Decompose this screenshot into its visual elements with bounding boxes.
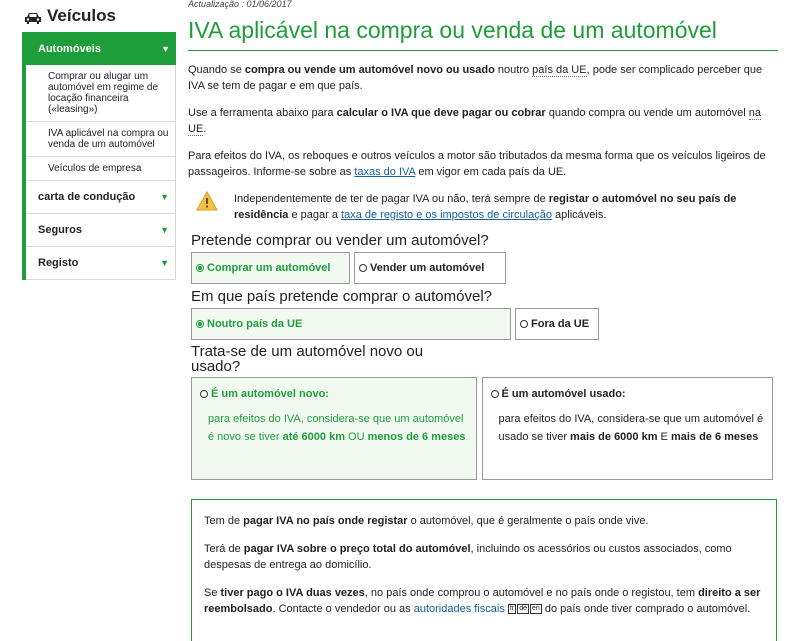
options-buy-sell [191,252,778,284]
option-label: Vender um automóvel [370,262,485,274]
text: Quando se [188,64,245,76]
text: o automóvel, que é geralmente o país onde vive. [407,515,649,527]
chevron-down-icon: ▼ [160,258,169,268]
option-description [491,410,765,446]
text-bold: registar o automóvel no seu país de residência [234,193,737,221]
options-country [191,308,778,340]
text: noutro [494,64,533,76]
update-date: Actualização : 01/06/2017 [188,0,292,9]
radio-icon [491,390,499,398]
text: , pode ser complicado perceber que IVA se tem de pagar e em que país. [188,64,763,92]
text: Use a ferramenta abaixo para [188,107,337,119]
option-head [200,388,468,400]
warning-icon [196,191,218,211]
text: aplicáveis. [551,209,607,221]
text: em vigor em cada país da UE. [415,166,567,178]
text: E [657,431,671,443]
menu-item-registo[interactable] [26,247,175,280]
option-new-car[interactable] [191,377,477,480]
menu-item-seguros[interactable] [26,214,175,247]
text: , incluindo os acessórios ou custos associados, como despesas de entrega ao domicílio. [204,543,732,571]
text-bold: menos de 6 meses [367,431,466,443]
radio-selected-icon [196,264,204,272]
chevron-down-icon: ▼ [160,192,169,202]
option-other-eu-country[interactable] [191,308,511,340]
text: Tem de [204,515,244,527]
text: para efeitos do IVA, considera-se que um automóvel é novo se tiver [208,413,464,443]
text: Terá de [204,543,244,555]
menu-item-label: Registo [38,257,79,269]
sidebar-menu [22,32,176,280]
text-bold: direito a ser reembolsado [204,587,761,615]
sidebar [0,0,178,269]
submenu [26,65,176,181]
text: Para efeitos do IVA, os reboques e outros veículos a motor são tributados da mesma forma que os veículos ligeiros de passageiros. Informe-se sobre as [188,150,766,178]
question-buy-sell: Pretende comprar ou vender um automóvel? [191,232,489,249]
lang-fr-badge[interactable]: fr [509,605,515,613]
menu-item-label: Seguros [38,224,83,236]
result-paragraph-3 [204,585,764,617]
option-buy[interactable] [191,252,350,284]
intro-paragraph-1 [188,62,778,94]
tax-authorities-link[interactable]: autoridades fiscais [413,603,505,615]
text: . [203,123,207,135]
text-bold: até 6000 km [282,431,345,443]
sub-item-leasing[interactable]: Comprar ou alugar um automóvel em regime de locação financeira («leasing») [26,65,175,122]
language-badges [508,604,542,614]
sub-item-veiculos-empresa[interactable]: Veículos de empresa [26,157,175,181]
main-content [188,0,778,615]
result-box [191,499,777,641]
question-new-used: Trata-se de um automóvel novo ou usado? [191,343,424,375]
glossary-term[interactable]: país da UE [532,64,587,76]
option-used-car[interactable] [482,377,774,480]
registration-tax-link[interactable]: taxa de registo e os impostos de circulação [341,209,552,221]
lang-en-badge[interactable]: en [531,605,540,613]
intro-paragraph-3 [188,148,778,180]
option-head [491,388,765,400]
text: , no país onde comprou o automóvel e no país onde o registou, tem [364,587,699,599]
intro-paragraph-2 [188,105,778,137]
text: para efeitos do IVA, considera-se que um automóvel é usado se tiver [498,413,764,443]
menu-item-label: Automóveis [38,42,101,55]
question-country: Em que país pretende comprar o automóvel? [191,288,493,305]
text: Se [204,587,221,599]
car-icon [24,10,42,23]
options-new-used [191,377,778,480]
text: Independentemente de ter de pagar IVA ou não, terá sempre de [234,193,549,205]
option-sell[interactable] [354,252,506,284]
text-bold: mais de 6 meses [670,431,759,443]
radio-icon [520,320,528,328]
menu-item-label: carta de condução [38,191,136,203]
option-label: Fora da UE [531,318,590,330]
chevron-down-icon: ▼ [160,225,169,235]
sidebar-title-text: Veículos [47,6,116,25]
radio-selected-icon [196,320,204,328]
text: e pagar a [288,209,342,221]
option-outside-eu[interactable] [515,308,599,340]
option-label: Noutro país da UE [207,318,303,330]
result-paragraph-2 [204,541,764,573]
menu-item-automoveis[interactable] [26,32,176,65]
option-label: É um automóvel usado: [501,388,626,400]
radio-selected-icon [200,390,208,398]
text-bold: mais de 6000 km [570,431,658,443]
radio-icon [359,264,367,272]
text-bold: tiver pago o IVA duas vezes [220,587,365,599]
glossary-term[interactable]: na UE [188,107,761,135]
result-paragraph-1 [204,513,764,529]
option-label: Comprar um automóvel [207,262,331,274]
menu-item-carta[interactable] [26,181,175,214]
text: quando compra ou vende um automóvel [545,107,749,119]
warning-text [234,191,778,223]
vat-rates-link[interactable]: taxas do IVA [354,166,416,178]
text: do país onde tiver comprado o automóvel. [541,603,751,615]
option-label: É um automóvel novo: [211,388,329,400]
warning-box [188,191,778,223]
text-bold: calcular o IVA que deve pagar ou cobrar [336,107,546,119]
text: OU [344,431,368,443]
text-bold: pagar IVA no país onde registar [243,515,408,527]
text-bold: compra ou vende um automóvel novo ou usado [244,64,495,76]
chevron-down-icon: ▼ [161,43,170,54]
text: . Contacte o vendedor ou as [272,603,414,615]
page-title: IVA aplicável na compra ou venda de um automóvel [188,12,778,51]
lang-de-badge[interactable]: de [519,605,527,613]
option-description [200,410,468,446]
text-bold: pagar IVA sobre o preço total do automóvel [243,543,471,555]
sub-item-iva[interactable]: IVA aplicável na compra ou venda de um automóvel [26,122,175,157]
sidebar-title [0,0,178,32]
